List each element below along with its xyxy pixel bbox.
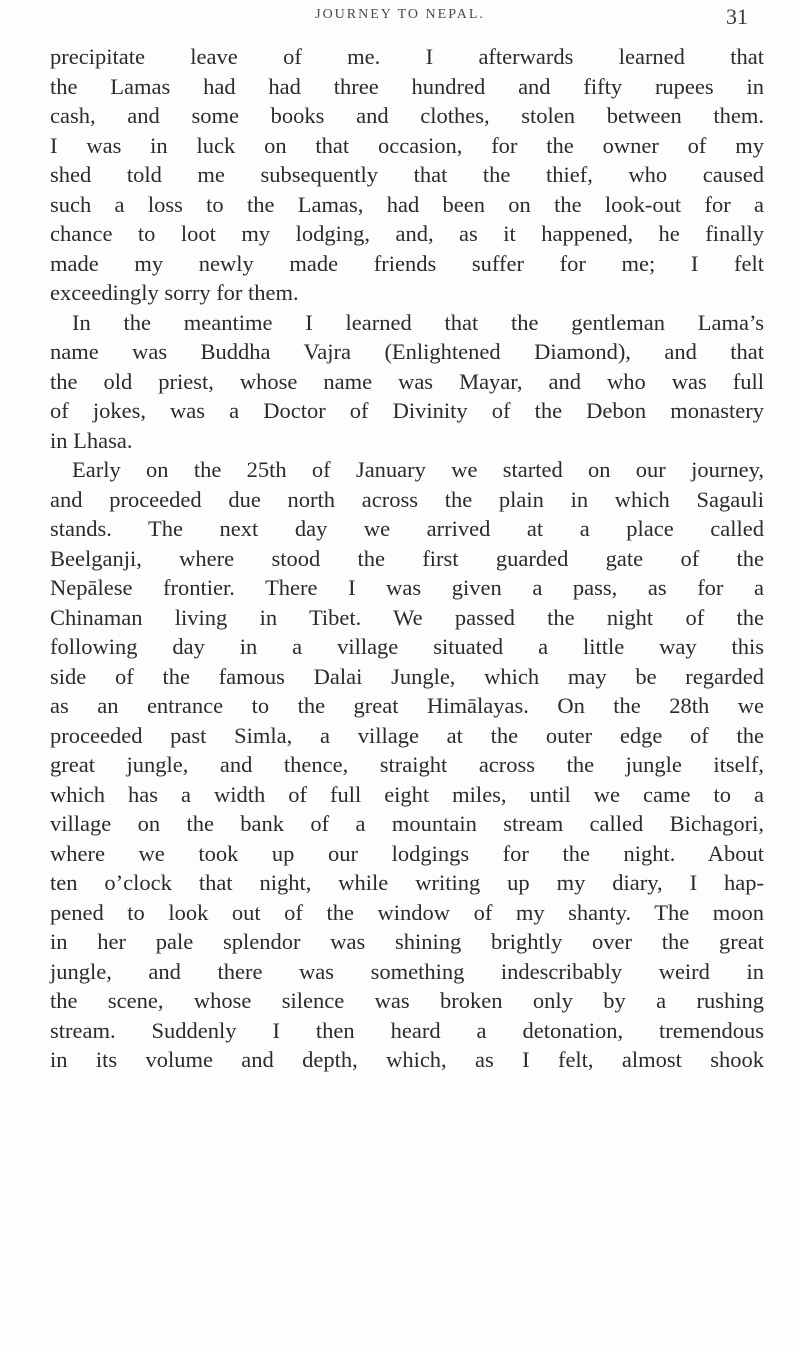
text-line: where we took up our lodgings for the night. About: [50, 840, 764, 866]
text-line: name was Buddha Vajra (Enlightened Diamond), and that: [50, 339, 764, 364]
text-line: the scene, whose silence was broken only by a rushing: [50, 988, 764, 1013]
running-head: JOURNEY TO NEPAL.: [315, 7, 485, 22]
text-line: of jokes, was a Doctor of Divinity of the Debon monastery: [50, 398, 764, 423]
text-line: and proceeded due north across the plain in which Sagauli: [50, 486, 764, 512]
text-line: jungle, and there was something indescribably weird in: [50, 958, 764, 984]
text-line: the old priest, whose name was Mayar, and who was full: [50, 368, 764, 394]
text-line: which has a width of full eight miles, until we came to a: [50, 781, 764, 807]
text-line: In the meantime I learned that the gentleman Lama’s: [72, 309, 764, 335]
page-number: 31: [726, 4, 748, 29]
text-line: following day in a village situated a little way this: [50, 634, 764, 659]
text-line: side of the famous Dalai Jungle, which may be regarded: [50, 663, 764, 689]
text-line: ten o’clock that night, while writing up my diary, I hap-: [50, 870, 764, 895]
page-header: [0, 0, 800, 30]
text-line: chance to loot my lodging, and, as it happened, he finally: [50, 221, 764, 246]
text-line: exceedingly sorry for them.: [50, 280, 299, 305]
text-line: in Lhasa.: [50, 427, 133, 453]
text-line: village on the bank of a mountain stream called Bichagori,: [50, 811, 764, 836]
text-line: Chinaman living in Tibet. We passed the night of the: [50, 604, 764, 630]
text-line: in her pale splendor was shining brightly over the great: [50, 929, 764, 954]
text-line: great jungle, and thence, straight across the jungle itself,: [50, 752, 764, 777]
text-line: precipitate leave of me. I afterwards learned that: [50, 44, 764, 69]
text-line: made my newly made friends suffer for me; I felt: [50, 250, 764, 276]
text-line: such a loss to the Lamas, had been on the look-out for a: [50, 191, 764, 217]
text-line: the Lamas had had three hundred and fifty rupees in: [50, 73, 764, 99]
text-line: as an entrance to the great Himālayas. On the 28th we: [50, 693, 764, 718]
text-line: I was in luck on that occasion, for the owner of my: [50, 132, 764, 158]
text-line: pened to look out of the window of my shanty. The moon: [50, 899, 764, 925]
text-line: Beelganji, where stood the first guarded gate of the: [50, 545, 764, 571]
text-line: stands. The next day we arrived at a place called: [50, 516, 764, 541]
body-text: [50, 42, 764, 1075]
text-line: Nepālese frontier. There I was given a pass, as for a: [50, 575, 764, 600]
text-line: in its volume and depth, which, as I felt, almost shook: [50, 1047, 764, 1072]
text-line: shed told me subsequently that the thief, who caused: [50, 162, 764, 187]
text-line: Early on the 25th of January we started on our journey,: [72, 457, 764, 482]
text-line: cash, and some books and clothes, stolen between them.: [50, 103, 764, 128]
text-line: stream. Suddenly I then heard a detonation, tremendous: [50, 1017, 764, 1043]
text-line: proceeded past Simla, a village at the outer edge of the: [50, 722, 764, 748]
